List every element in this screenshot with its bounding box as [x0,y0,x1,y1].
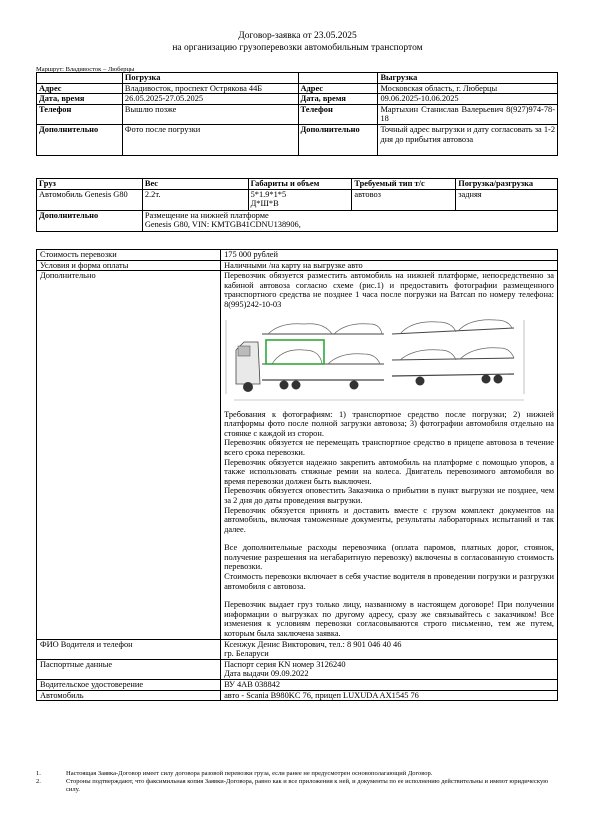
load-address: Владивосток, проспект Острякова 44Б [122,83,298,94]
passport-label: Паспортные данные [37,659,221,679]
cargo-heading: Груз [37,179,143,190]
document-subtitle: на организацию грузоперевозки автомобильным транспортом [172,43,423,53]
condition-placement: Перевозчик обязуется разместить автомобиль на нижней платформе, непосредственно за кабиной автовоза согласно схеме (рис.1) и предоставить фотографии размещенного транспортного средства не позднее 1 часа после погрузки на Ватсап по номеру телефона: 8(995)242-10-03 [224,271,554,309]
dims-legend: Д*Ш*В [250,199,279,209]
condition-notify: Перевозчик обязуется оповестить Заказчика о прибытии в пункт выгрузки не позднее, чем за 2 дня до даты проведения выгрузки. [224,486,554,505]
truck-heading: Требуемый тип т/с [352,179,456,190]
load-extra: Фото после погрузки [122,124,298,155]
driver-name: Ксенжук Денис Викторович, тел.: 8 901 046 40 46 [224,639,402,649]
unload-datetime: 09.06.2025-10.06.2025 [378,94,558,105]
condition-fixing: Перевозчик обязуется надежно закрепить автомобиль на платформе с помощью упоров, а также использовать стяжные ремни на колеса. Двигатель перевозимого автомобиля во время перевозки должен быть выключен. [224,457,554,486]
load-unload-table [36,72,558,156]
driver-citizenship: гр. Беларуси [224,649,269,659]
unload-phone-label: Телефон [298,104,378,124]
cargo-extra-line1: Размещение на нижней платформе [144,210,269,220]
cargo-value: Автомобиль Genesis G80 [37,189,143,210]
cargo-table [36,178,558,232]
driver-label: ФИО Водителя и телефон [37,639,221,659]
extra-label: Дополнительно [37,271,221,639]
load-extra-label: Дополнительно [37,124,123,155]
dims-cell [248,189,352,210]
load-heading: Погрузка [122,73,298,84]
passport-number: Паспорт серия KN номер 3126240 [224,659,346,669]
dims-heading: Габариты и объем [248,179,352,190]
driver-cell [221,639,558,659]
load-phone-label: Телефон [37,104,123,124]
footnote-2: Стороны подтверждают, что факсимильная копия Заявки-Договора, равно как и все приложения к ней, и документы по ее исполнению действительны и имеют юридическую силу. [66,778,549,793]
vehicle-value: авто - Scania B980KC 76, прицеп LUXUDA AX1545 76 [221,690,558,701]
loading-heading: Погрузка/разгрузка [456,179,558,190]
document-title: Договор-заявка от 23.05.2025 [238,31,357,41]
loading-value: задняя [456,189,558,210]
condition-documents: Перевозчик обязуется принять и доставить вместе с грузом комплект документов на автомобиль, включая таможенные документы, результаты лабораторных испытаний и так далее. [224,505,554,534]
unload-heading: Выгрузка [378,73,558,84]
load-address-label: Адрес [37,83,123,94]
cargo-extra-line2: Genesis G80, VIN: KMTGB41CDNU138906, [144,220,301,230]
unload-phone: Мартыхин Станислав Валерьевич 8(927)974-78-18 [378,104,558,124]
footnote-1-number: 1. [36,770,41,777]
cargo-extra-label: Дополнительно [37,210,143,231]
passport-date: Дата выдачи 09.09.2022 [224,669,309,679]
footnotes [36,770,558,794]
unload-extra: Точный адрес выгрузки и дату согласовать за 1-2 дня до прибытия автовоза [378,124,558,155]
weight-heading: Вес [142,179,248,190]
condition-delivery: Перевозчик выдает груз только лицу, названному в настоящем договоре! При получении информации о выгрузках по другому адресу, сразу же связывайтесь с заказчиком! Все изменения к условиям перевозки согласовываются строго письменно, тем же путем, которым была заключена заявка. [224,600,554,639]
unload-datetime-label: Дата, время [298,94,378,105]
payment-label: Условия и форма оплаты [37,260,221,271]
license-label: Водительское удостоверение [37,680,221,691]
condition-photos: Требования к фотографиям: 1) транспортное средство после погрузки; 2) нижней платформы фото после полной загрузки автовоза; 3) фотографии автомобиля отдельно на стоянке с каждой из сторон. [224,409,554,438]
dims-value: 5*1.9*1*5 [250,189,287,199]
condition-driver-participation: Стоимость перевозки включает в себя участие водителя в проведении погрузки и разгрузки автомобиля с автовоза. [224,572,554,591]
load-datetime: 26.05.2025-27.05.2025 [122,94,298,105]
car-carrier-diagram [224,314,544,404]
weight-value: 2.2т. [142,189,248,210]
load-datetime-label: Дата, время [37,94,123,105]
unload-address-label: Адрес [298,83,378,94]
payment-value: Наличными /на карту на выгрузке авто [221,260,558,271]
unload-extra-label: Дополнительно [298,124,378,155]
condition-expenses: Все дополнительные расходы перевозчика (оплата паромов, платных дорог, стоянок, получение разрешения на негабаритную перевозку) включены в согласованную стоимость перевозки. [224,543,554,572]
footnote-2-number: 2. [36,778,41,785]
footnote-1: Настоящая Заявка-Договор имеет силу договора разовой перевозки груза, если ранее не предусмотрен основополагающий Договор. [66,770,433,777]
truck-value: автовоз [352,189,456,210]
cargo-extra-cell [142,210,557,231]
load-phone: Вышлю позже [122,104,298,124]
unload-address: Московская область, г. Люберцы [378,83,558,94]
license-value: ВУ 4АВ 038842 [221,680,558,691]
route: Маршрут: Владивосток – Люберцы [36,66,135,73]
condition-no-move: Перевозчик обязуется не перемещать транспортное средство в прицепе автовоза в течение всего срока перевозки. [224,438,554,457]
passport-cell [221,659,558,679]
cost-value: 175 000 рублей [221,250,558,261]
cost-label: Стоимость перевозки [37,250,221,261]
vehicle-label: Автомобиль [37,690,221,701]
terms-table [36,249,558,701]
extra-conditions [221,271,558,639]
